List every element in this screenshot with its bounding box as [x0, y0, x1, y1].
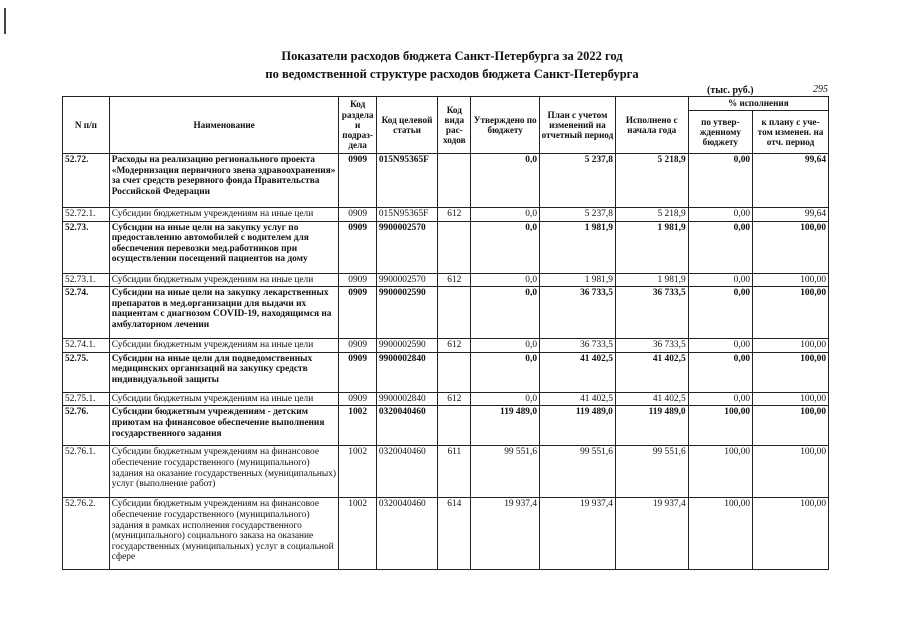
- table-row: [63, 287, 829, 339]
- cell-num: 52.76.1.: [63, 446, 110, 498]
- table-row: [63, 406, 829, 446]
- cell-approved: 0,0: [471, 154, 540, 208]
- cell-num: 52.72.: [63, 154, 110, 208]
- cell-approved: 0,0: [471, 339, 540, 353]
- col-header-pct-budget: по утвер-жденному бюджету: [688, 111, 752, 154]
- cell-pct-budget: 0,00: [688, 154, 752, 208]
- cell-plan: 5 237,8: [540, 154, 616, 208]
- cell-pct-budget: 100,00: [688, 446, 752, 498]
- cell-name: Субсидии бюджетным учреждениям на иные цели: [109, 273, 339, 287]
- cell-plan: 36 733,5: [540, 287, 616, 339]
- cell-vid: [438, 221, 471, 273]
- cell-pct-budget: 0,00: [688, 287, 752, 339]
- cell-name: Субсидии бюджетным учреждениям на финансовое обеспечение государственного (муниципального) задания в рамках исполнения государственного (муниципального) социального заказа на оказание государственных (муниципальных) услуг в социальной сфере: [109, 498, 339, 570]
- units-label: (тыс. руб.): [707, 85, 754, 96]
- cell-statya: 0320040460: [376, 406, 437, 446]
- table-row: [63, 446, 829, 498]
- cell-pct-budget: 100,00: [688, 498, 752, 570]
- cell-pct-budget: 0,00: [688, 221, 752, 273]
- cell-vid: 611: [438, 446, 471, 498]
- cell-executed: 36 733,5: [615, 287, 688, 339]
- cell-approved: 0,0: [471, 273, 540, 287]
- cell-approved: 99 551,6: [471, 446, 540, 498]
- table-row: [63, 392, 829, 406]
- cell-name: Расходы на реализацию регионального проекта «Модернизация первичного звена здравоохранения» за счет средств резервного фонда Правительства Российской Федерации: [109, 154, 339, 208]
- cell-razdel: 1002: [339, 446, 376, 498]
- cell-razdel: 0909: [339, 392, 376, 406]
- budget-table: [62, 96, 829, 570]
- cell-statya: 0320040460: [376, 498, 437, 570]
- table-row: [63, 498, 829, 570]
- cell-pct-budget: 0,00: [688, 352, 752, 392]
- cell-plan: 36 733,5: [540, 339, 616, 353]
- cell-num: 52.73.: [63, 221, 110, 273]
- cell-razdel: 0909: [339, 352, 376, 392]
- cell-plan: 1 981,9: [540, 273, 616, 287]
- cell-razdel: 1002: [339, 406, 376, 446]
- col-header-percent: % исполнения: [688, 97, 828, 111]
- col-header-pct-plan: к плану с уче-том изменен. на отч. период: [753, 111, 829, 154]
- report-title-line1: Показатели расходов бюджета Санкт-Петербурга за 2022 год: [281, 49, 623, 63]
- cell-statya: 9900002590: [376, 287, 437, 339]
- cell-pct-budget: 0,00: [688, 392, 752, 406]
- table-row: [63, 154, 829, 208]
- cell-razdel: 0909: [339, 154, 376, 208]
- cell-num: 52.75.1.: [63, 392, 110, 406]
- cell-pct-plan: 100,00: [753, 498, 829, 570]
- cell-statya: 9900002840: [376, 392, 437, 406]
- col-header-vid: Код вида рас-ходов: [438, 97, 471, 154]
- cell-num: 52.74.1.: [63, 339, 110, 353]
- cell-name: Субсидии бюджетным учреждениям - детским приютам на финансовое обеспечение выполнения государственного задания: [109, 406, 339, 446]
- cell-plan: 119 489,0: [540, 406, 616, 446]
- cell-pct-plan: 100,00: [753, 287, 829, 339]
- cell-vid: 612: [438, 208, 471, 222]
- cell-pct-budget: 0,00: [688, 273, 752, 287]
- cell-razdel: 0909: [339, 287, 376, 339]
- cell-executed: 119 489,0: [615, 406, 688, 446]
- table-row: [63, 273, 829, 287]
- cell-plan: 1 981,9: [540, 221, 616, 273]
- cell-statya: 9900002840: [376, 352, 437, 392]
- col-header-num: N п/п: [63, 97, 110, 154]
- cell-vid: [438, 352, 471, 392]
- cell-pct-budget: 0,00: [688, 208, 752, 222]
- col-header-executed: Исполнено с начала года: [615, 97, 688, 154]
- cell-num: 52.73.1.: [63, 273, 110, 287]
- col-header-statya: Код целевой статьи: [376, 97, 437, 154]
- cell-pct-plan: 100,00: [753, 352, 829, 392]
- cell-num: 52.75.: [63, 352, 110, 392]
- cell-executed: 36 733,5: [615, 339, 688, 353]
- cell-name: Субсидии на иные цели на закупку лекарственных препаратов в мед.организации для выдачи их пациентам с диагнозом COVID-19, находящимся на амбулаторном лечении: [109, 287, 339, 339]
- cell-name: Субсидии бюджетным учреждениям на финансовое обеспечение государственного (муниципального) задания на оказание государственных (муниципальных) услуг (выполнение работ): [109, 446, 339, 498]
- table-body: [63, 154, 829, 570]
- cell-statya: 9900002570: [376, 273, 437, 287]
- scan-margin-mark: [4, 8, 6, 34]
- cell-num: 52.76.: [63, 406, 110, 446]
- cell-approved: 0,0: [471, 287, 540, 339]
- cell-executed: 1 981,9: [615, 221, 688, 273]
- table-row: [63, 352, 829, 392]
- col-header-name: Наименование: [109, 97, 339, 154]
- cell-plan: 41 402,5: [540, 352, 616, 392]
- cell-num: 52.74.: [63, 287, 110, 339]
- cell-approved: 0,0: [471, 392, 540, 406]
- cell-statya: 9900002570: [376, 221, 437, 273]
- cell-pct-plan: 100,00: [753, 273, 829, 287]
- cell-razdel: 0909: [339, 273, 376, 287]
- cell-razdel: 1002: [339, 498, 376, 570]
- cell-name: Субсидии бюджетным учреждениям на иные цели: [109, 339, 339, 353]
- cell-num: 52.72.1.: [63, 208, 110, 222]
- cell-pct-plan: 100,00: [753, 221, 829, 273]
- cell-num: 52.76.2.: [63, 498, 110, 570]
- cell-razdel: 0909: [339, 339, 376, 353]
- cell-vid: 612: [438, 273, 471, 287]
- cell-vid: 612: [438, 392, 471, 406]
- cell-pct-plan: 100,00: [753, 446, 829, 498]
- table-row: [63, 208, 829, 222]
- cell-vid: [438, 154, 471, 208]
- cell-pct-plan: 99,64: [753, 208, 829, 222]
- cell-pct-plan: 99,64: [753, 154, 829, 208]
- cell-executed: 41 402,5: [615, 352, 688, 392]
- report-title-line2: по ведомственной структуре расходов бюджета Санкт-Петербурга: [265, 67, 639, 81]
- cell-pct-plan: 100,00: [753, 392, 829, 406]
- cell-razdel: 0909: [339, 208, 376, 222]
- cell-name: Субсидии бюджетным учреждениям на иные цели: [109, 208, 339, 222]
- cell-vid: [438, 406, 471, 446]
- cell-pct-budget: 100,00: [688, 406, 752, 446]
- cell-vid: 614: [438, 498, 471, 570]
- cell-executed: 41 402,5: [615, 392, 688, 406]
- cell-name: Субсидии на иные цели на закупку услуг по предоставлению автомобилей с водителем для обеспечения перевозки мед.работников при осуществлении посещений пациентов на дому: [109, 221, 339, 273]
- cell-executed: 5 218,9: [615, 208, 688, 222]
- cell-approved: 0,0: [471, 352, 540, 392]
- col-header-plan: План с учетом изменений на отчетный период: [540, 97, 616, 154]
- cell-statya: 015N95365F: [376, 154, 437, 208]
- cell-pct-budget: 0,00: [688, 339, 752, 353]
- cell-name: Субсидии на иные цели для подведомственных медицинских организаций на закупку средств индивидуальной защиты: [109, 352, 339, 392]
- col-header-razdel: Код раздела и подраз-дела: [339, 97, 376, 154]
- cell-approved: 0,0: [471, 208, 540, 222]
- cell-vid: [438, 287, 471, 339]
- cell-pct-plan: 100,00: [753, 406, 829, 446]
- cell-approved: 0,0: [471, 221, 540, 273]
- table-row: [63, 339, 829, 353]
- cell-vid: 612: [438, 339, 471, 353]
- cell-executed: 19 937,4: [615, 498, 688, 570]
- cell-executed: 99 551,6: [615, 446, 688, 498]
- cell-executed: 5 218,9: [615, 154, 688, 208]
- cell-razdel: 0909: [339, 221, 376, 273]
- page-number: 295: [813, 84, 828, 95]
- cell-plan: 19 937,4: [540, 498, 616, 570]
- cell-statya: 9900002590: [376, 339, 437, 353]
- cell-statya: 0320040460: [376, 446, 437, 498]
- table-row: [63, 221, 829, 273]
- cell-plan: 41 402,5: [540, 392, 616, 406]
- cell-executed: 1 981,9: [615, 273, 688, 287]
- cell-approved: 19 937,4: [471, 498, 540, 570]
- col-header-approved: Утверждено по бюджету: [471, 97, 540, 154]
- cell-statya: 015N95365F: [376, 208, 437, 222]
- cell-plan: 5 237,8: [540, 208, 616, 222]
- cell-approved: 119 489,0: [471, 406, 540, 446]
- cell-pct-plan: 100,00: [753, 339, 829, 353]
- cell-plan: 99 551,6: [540, 446, 616, 498]
- cell-name: Субсидии бюджетным учреждениям на иные цели: [109, 392, 339, 406]
